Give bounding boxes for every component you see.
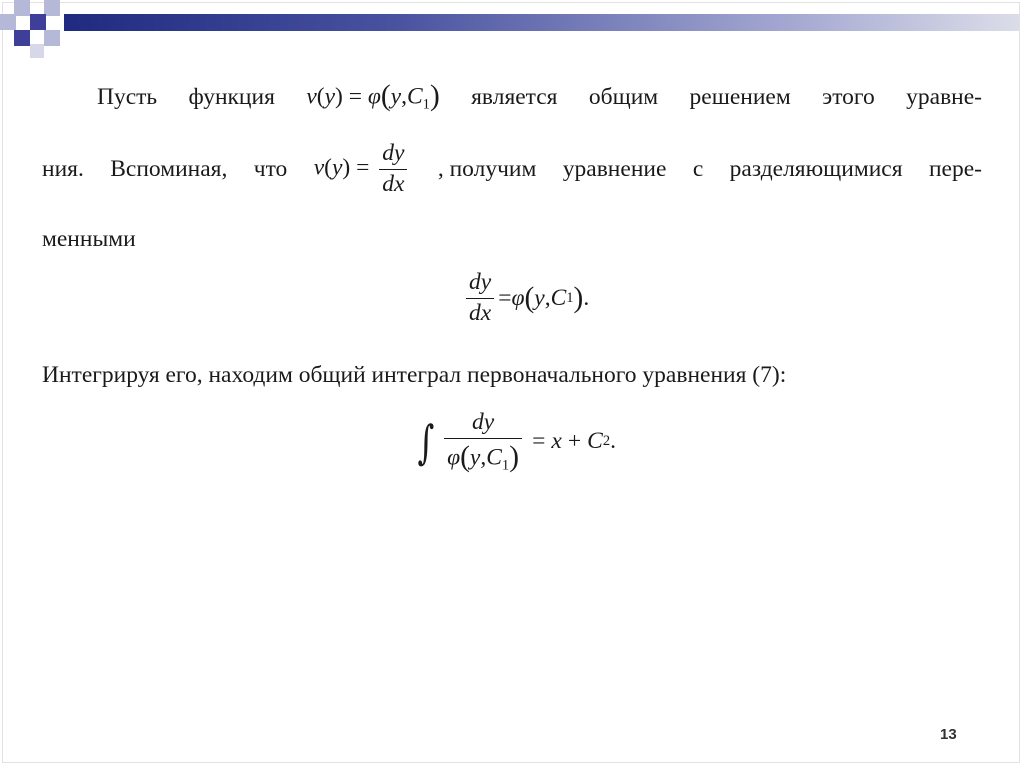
page-number: 13 bbox=[940, 726, 957, 743]
text-word: ния. bbox=[42, 155, 84, 182]
title-bar-gradient bbox=[64, 14, 1020, 31]
formula-integral: ∫ $\frac{dy}{\varphi(y,C_1)}$ = x + C 2 . bbox=[417, 409, 616, 474]
formula-inline-v-phi: $v(y) = \varphi(y,C_1)$ bbox=[306, 80, 440, 113]
text-word: Вспоминая, bbox=[110, 155, 228, 182]
text-word: функция bbox=[188, 83, 275, 110]
text-word: уравнение bbox=[562, 155, 667, 182]
text-word: решением bbox=[689, 83, 791, 110]
text-word: что bbox=[253, 155, 288, 182]
deco-square-7 bbox=[30, 44, 44, 58]
paragraph1-line1 bbox=[42, 72, 982, 122]
deco-square-4 bbox=[30, 14, 46, 30]
paragraph2 bbox=[42, 350, 982, 400]
paragraph2-text: Интегрируя его, находим общий интеграл первоначального уравнения (7): bbox=[42, 361, 787, 388]
deco-square-5 bbox=[14, 30, 30, 46]
formula-inline-v-dydx: v(y) = $\frac{dy}{dx}$ bbox=[314, 141, 412, 198]
text-word: общим bbox=[588, 83, 659, 110]
deco-square-1 bbox=[14, 0, 30, 16]
text-word: менными bbox=[42, 225, 136, 252]
formula-dydx-phi: $\frac{dy}{dx}$ = φ ( y , C 1 ) . bbox=[462, 270, 589, 327]
text-word: с bbox=[692, 155, 704, 182]
paragraph1-line3 bbox=[42, 214, 982, 264]
text-word: этого bbox=[822, 83, 875, 110]
text-word: является bbox=[471, 83, 558, 110]
text-word: , получим bbox=[437, 155, 537, 182]
text-word: пере- bbox=[928, 155, 982, 182]
deco-square-6 bbox=[44, 30, 60, 46]
text-word: разделяющимися bbox=[729, 155, 903, 182]
text-word: уравне- bbox=[906, 83, 982, 110]
paragraph1-line2 bbox=[42, 138, 982, 200]
deco-square-3 bbox=[0, 14, 16, 30]
text-word: Пусть bbox=[97, 83, 158, 110]
deco-square-2 bbox=[44, 0, 60, 16]
